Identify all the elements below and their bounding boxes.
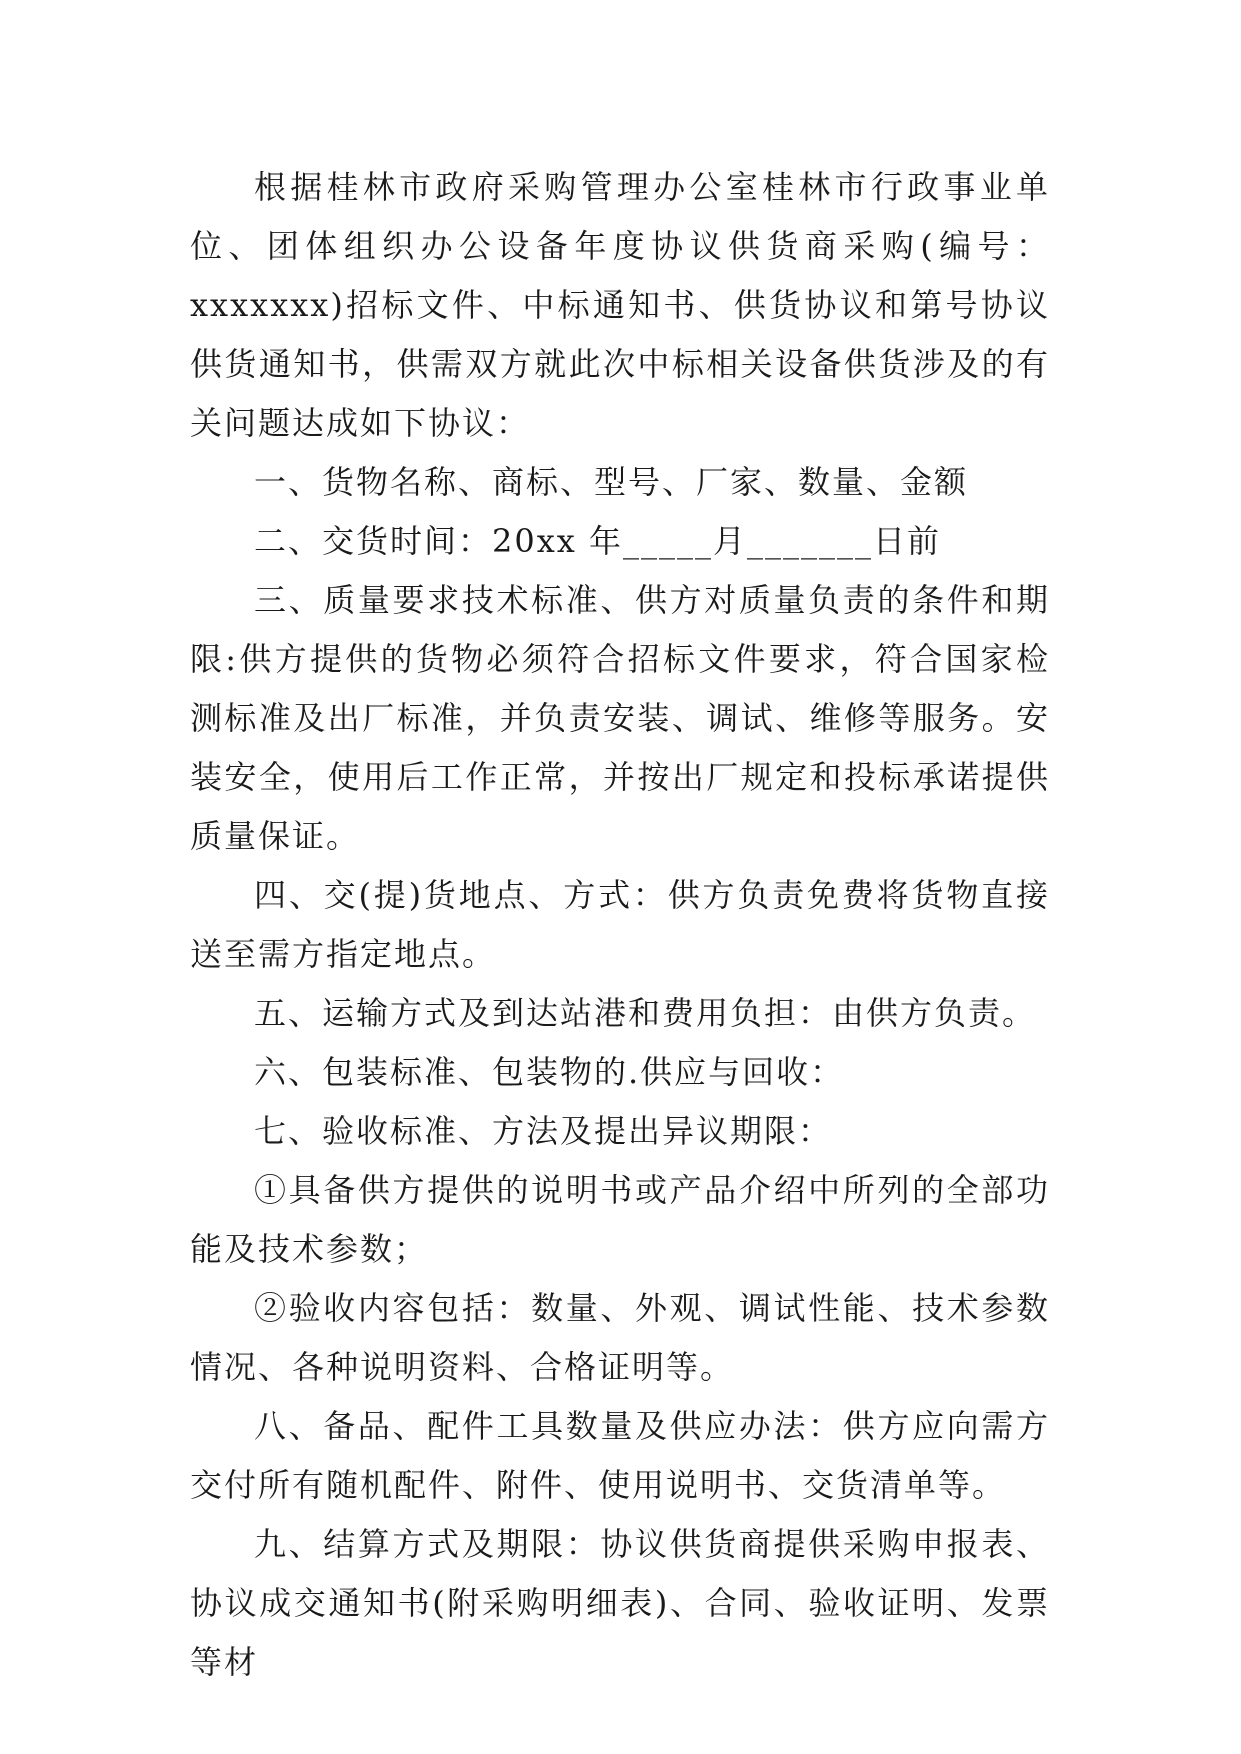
paragraph-clause-4: 四、交(提)货地点、方式：供方负责免费将货物直接送至需方指定地点。 xyxy=(190,876,1050,973)
paragraph-clause-9: 九、结算方式及期限：协议供货商提供采购申报表、协议成交通知书(附采购明细表)、合同、验收证明、发票等材 xyxy=(190,1525,1050,1681)
paragraph-clause-5: 五、运输方式及到达站港和费用负担：由供方负责。 xyxy=(254,994,1037,1032)
document-body xyxy=(190,158,1050,1692)
paragraph-clause-2: 二、交货时间：20xx 年_____月_______日前 xyxy=(254,522,941,560)
paragraph-clause-1: 一、货物名称、商标、型号、厂家、数量、金额 xyxy=(254,463,969,501)
paragraph-intro: 根据桂林市政府采购管理办公室桂林市行政事业单位、团体组织办公设备年度协议供货商采购(编号：xxxxxxx)招标文件、中标通知书、供货协议和第号协议供货通知书，供需双方就此次中标相关设备供货涉及的有关问题达成如下协议： xyxy=(190,168,1050,442)
paragraph-clause-7-item-1: ①具备供方提供的说明书或产品介绍中所列的全部功能及技术参数； xyxy=(190,1171,1050,1268)
paragraph-clause-3: 三、质量要求技术标准、供方对质量负责的条件和期限:供方提供的货物必须符合招标文件要求，符合国家检测标准及出厂标准，并负责安装、调试、维修等服务。安装安全，使用后工作正常，并按出厂规定和投标承诺提供质量保证。 xyxy=(190,581,1050,855)
paragraph-clause-8: 八、备品、配件工具数量及供应办法：供方应向需方交付所有随机配件、附件、使用说明书、交货清单等。 xyxy=(190,1407,1050,1504)
paragraph-clause-6: 六、包装标准、包装物的.供应与回收： xyxy=(254,1053,845,1091)
paragraph-clause-7: 七、验收标准、方法及提出异议期限： xyxy=(254,1112,833,1150)
paragraph-clause-7-item-2: ②验收内容包括：数量、外观、调试性能、技术参数情况、各种说明资料、合格证明等。 xyxy=(190,1289,1050,1386)
